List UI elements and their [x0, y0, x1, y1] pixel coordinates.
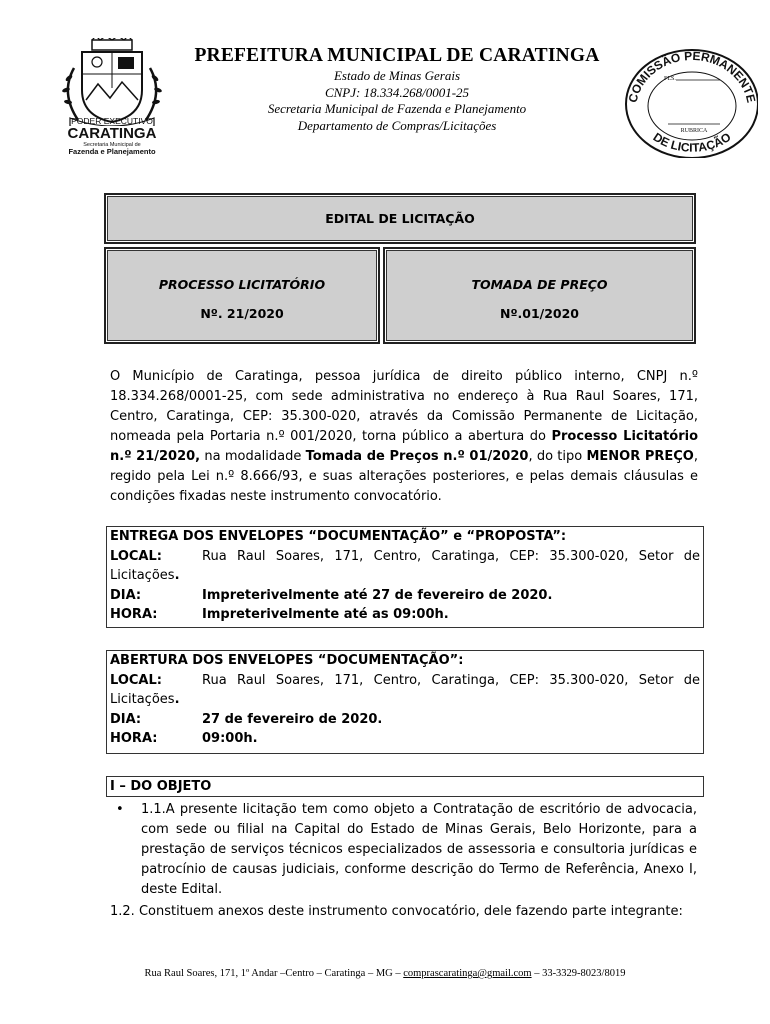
footer-phone: – 33-3329-8023/8019 [531, 968, 626, 979]
svg-text:COMISSÃO PERMANENTE [626, 49, 758, 104]
entrega-box: ENTREGA DOS ENVELOPES “DOCUMENTAÇÃO” e “PROPOSTA”: LOCAL: Rua Raul Soares, 171, Centro, Caratinga, CEP: 35.300-020, Setor de Licitações. DIA: Impreterivelmente até 27 de fevereiro de 2020. HORA: Impreterivelmente até as 09:00h. [106, 526, 704, 628]
intro-part4: , regido pela Lei n.º 8.666/93, e suas alterações posteriores, e pelas demais cláusulas e condições fixadas neste instrumento convocatório. [110, 449, 699, 504]
tomada-label: TOMADA DE PREÇO [471, 277, 608, 292]
intro-part2: na modalidade [200, 449, 306, 464]
processo-label: PROCESSO LICITATÓRIO [158, 277, 326, 292]
entrega-dia-label: DIA: [110, 587, 142, 603]
abertura-local-value: Rua Raul Soares, 171, Centro, Caratinga, CEP: 35.300-020, Setor de [202, 672, 700, 688]
footer-address: Rua Raul Soares, 171, 1º Andar –Centro – Caratinga – MG – [144, 968, 404, 979]
intro-bold1: Processo Licitatório n.º 21/2020, [110, 429, 698, 464]
abertura-hora-label: HORA: [110, 731, 158, 746]
header-cnpj: CNPJ: 18.334.268/0001-25 [324, 84, 470, 100]
stamp-arc-bottom: DE LICITAÇÃO [650, 129, 734, 155]
commission-stamp [622, 46, 758, 158]
intro-bold3: MENOR PREÇO [586, 449, 694, 464]
footer-email-link[interactable]: comprascaratinga@gmail.com [403, 968, 532, 979]
header-secretaria: Secretaria Municipal de Fazenda e Planejamento [267, 101, 527, 116]
logo-line4: Fazenda e Planejamento [68, 147, 156, 156]
footer [0, 968, 770, 979]
edital-title-box [104, 193, 696, 244]
abertura-dia-label: DIA: [110, 711, 142, 727]
entrega-dia-value: Impreterivelmente até 27 de fevereiro de 2020. [202, 587, 553, 603]
intro-part3: , do tipo [528, 449, 587, 464]
entrega-title: ENTREGA DOS ENVELOPES “DOCUMENTAÇÃO” e “PROPOSTA”: [110, 529, 567, 544]
intro-paragraph [110, 367, 698, 507]
intro-part1: O Município de Caratinga, pessoa jurídica de direito público interno, CNPJ n.º 18.334.268/0001-25, com sede administrativa no endereço à Rua Raul Soares, 171, Centro, Caratinga, CEP: 35.300-020, através da Comissão Permanente de Licitação, nomeada pela Portaria n.º 001/2020, torna público a abertura do [110, 369, 698, 444]
tomada-number: Nº.01/2020 [499, 306, 579, 321]
processo-box [104, 247, 380, 344]
abertura-box: ABERTURA DOS ENVELOPES “DOCUMENTAÇÃO”: LOCAL: Rua Raul Soares, 171, Centro, Caratinga, CEP: 35.300-020, Setor de Licitações. DIA: 27 de fevereiro de 2020. HORA: 09:00h. [106, 650, 704, 754]
entrega-local-cont: Licitações [110, 568, 175, 583]
header-departamento: Departamento de Compras/Licitações [297, 117, 497, 133]
logo-line2: CARATINGA [67, 125, 157, 142]
tomada-box [383, 247, 696, 344]
section-heading-objeto: I – DO OBJETO [106, 776, 704, 797]
abertura-dia-value: 27 de fevereiro de 2020. [202, 711, 383, 727]
processo-number: Nº. 21/2020 [200, 306, 284, 321]
logo-line3: Secretaria Municipal de [83, 142, 141, 148]
abertura-hora-value: 09:00h. [202, 731, 258, 746]
edital-title: EDITAL DE LICITAÇÃO [325, 211, 475, 226]
stamp-rubrica: RUBRICA [680, 128, 708, 134]
entrega-hora-label: HORA: [110, 607, 158, 622]
logo-line1: PODER EXECUTIVO [71, 116, 153, 126]
entrega-local-value: Rua Raul Soares, 171, Centro, Caratinga, CEP: 35.300-020, Setor de [202, 548, 700, 564]
stamp-arc-top: COMISSÃO PERMANENTE [625, 48, 758, 104]
caratinga-coat-of-arms-logo [52, 38, 172, 156]
item-1-2: 1.2. Constituem anexos deste instrumento convocatório, dele fazendo parte integrante: [110, 904, 683, 919]
abertura-local-cont: Licitações [110, 692, 175, 707]
page-title: PREFEITURA MUNICIPAL DE CARATINGA [194, 45, 600, 66]
header-state: Estado de Minas Gerais [333, 68, 461, 83]
letterhead [182, 44, 612, 134]
entrega-local-label: LOCAL: [110, 548, 162, 564]
abertura-title: ABERTURA DOS ENVELOPES “DOCUMENTAÇÃO”: [110, 653, 464, 668]
abertura-local-label: LOCAL: [110, 672, 162, 688]
item-1-1: 1.1.A presente licitação tem como objeto a Contratação de escritório de advocacia, com sede ou filial na Capital do Estado de Minas Gerais, Belo Horizonte, para a prestação de serviços técnicos especializados de assessoria e consultoria jurídicas e patrocínio de causas judiciais, conforme descrição do Termo de Referência, Anexo I, deste Edital. [141, 802, 697, 897]
entrega-hora-value: Impreterivelmente até as 09:00h. [202, 607, 449, 622]
bullet-icon: • [116, 802, 124, 817]
stamp-fls: FLS. [664, 76, 676, 82]
intro-bold2: Tomada de Preços n.º 01/2020 [305, 449, 529, 464]
